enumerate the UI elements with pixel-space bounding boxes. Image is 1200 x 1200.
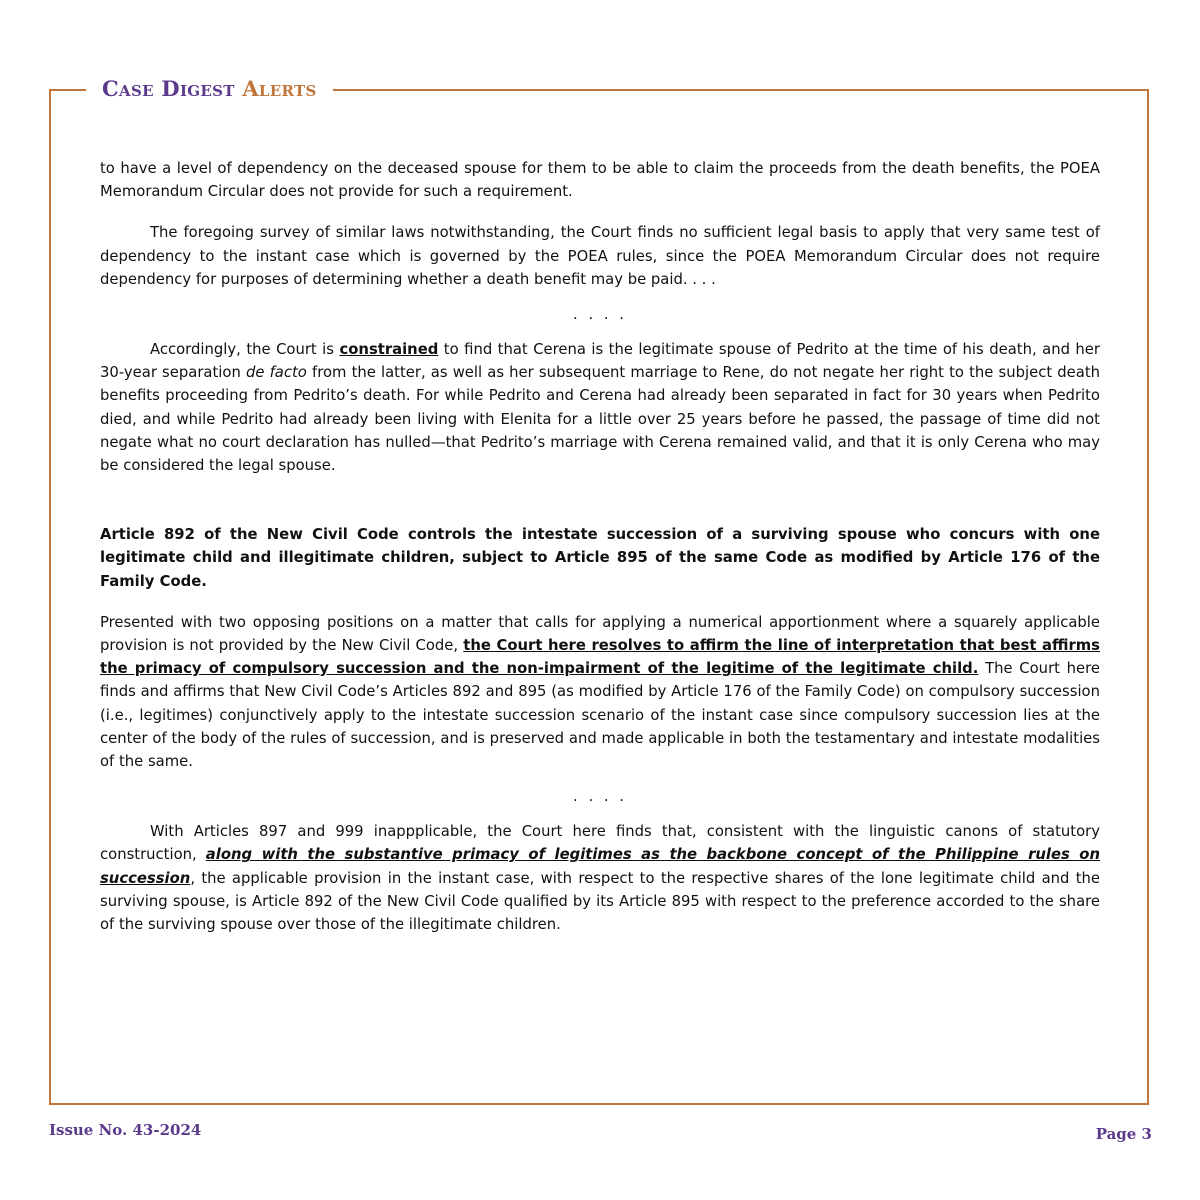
document-body bbox=[100, 157, 1100, 936]
ellipsis-separator: . . . . bbox=[573, 306, 627, 324]
ellipsis-separator-2: . . . . bbox=[573, 788, 627, 806]
newsletter-title bbox=[86, 75, 333, 103]
page-number: Page 3 bbox=[1095, 1125, 1152, 1143]
title-word-case-digest: Case Digest bbox=[102, 76, 235, 101]
paragraph-survey: The foregoing survey of similar laws notwithstanding, the Court finds no sufficient legal basis to apply that very same test of dependency to the instant case which is governed by the POEA rules, since the POEA Memorandum Circular does not require dependency for purposes of determining whether a death benefit may be paid. . . . bbox=[100, 224, 1100, 288]
emphasis-ruling: the Court here resolves to affirm the line of interpretation that best affirms the primacy of compulsory succession and the non-impairment of the legitime of the legitimate child. bbox=[100, 637, 1100, 678]
emphasis-constrained: constrained bbox=[339, 341, 439, 359]
emphasis-de-facto: de facto bbox=[245, 364, 307, 382]
emphasis-primacy: along with the substantive primacy of legitimes as the backbone concept of the Philippine rules on succession bbox=[100, 846, 1100, 887]
title-word-alerts: Alerts bbox=[242, 76, 317, 101]
section-heading: Article 892 of the New Civil Code controls the intestate succession of a surviving spouse who concurs with one legitimate child and illegitimate children, subject to Article 895 of the same Code as modified by Article 176 of the Family Code. bbox=[100, 526, 1100, 590]
paragraph-presented: Presented with two opposing positions on a matter that calls for applying a numerical apportionment where a squarely applicable provision is not provided by the New Civil Code, the Court here resolves to affirm the line of interpretation that best affirms the primacy of compulsory succession and the non-impairment of the legitime of the legitimate child. The Court here finds and affirms that New Civil Code’s Articles 892 and 895 (as modified by Article 176 of the Family Code) on compulsory succession (i.e., legitimes) conjunctively apply to the intestate succession scenario of the instant case since compulsory succession lies at the center of the body of the rules of succession, and is preserved and made applicable in both the testamentary and intestate modalities of the same. bbox=[100, 613, 1100, 771]
paragraph-accordingly: Accordingly, the Court is constrained to find that Cerena is the legitimate spouse of Pedrito at the time of his death, and her 30-year separation de facto from the latter, as well as her subsequent marriage to Rene, do not negate her right to the subject death benefits proceeding from Pedrito’s death. For while Pedrito and Cerena had already been separated in fact for 30 years when Pedrito died, and while Pedrito had already been living with Elenita for a little over 25 years before he passed, the passage of time did not negate what no court declaration has nulled—that Pedrito’s marriage with Cerena remained valid, and that it is only Cerena who may be considered the legal spouse. bbox=[100, 341, 1101, 475]
paragraph-continuation: to have a level of dependency on the deceased spouse for them to be able to claim the proceeds from the death benefits, the POEA Memorandum Circular does not provide for such a requirement. bbox=[100, 160, 1100, 201]
issue-number: Issue No. 43-2024 bbox=[49, 1121, 202, 1139]
paragraph-articles: With Articles 897 and 999 inappplicable, the Court here finds that, consistent with the linguistic canons of statutory construction, along with the substantive primacy of legitimes as the backbone concept of the Philippine rules on succession, the applicable provision in the instant case, with respect to the respective shares of the lone legitimate child and the surviving spouse, is Article 892 of the New Civil Code qualified by its Article 895 with respect to the preference accorded to the share of the surviving spouse over those of the illegitimate children. bbox=[100, 823, 1100, 934]
